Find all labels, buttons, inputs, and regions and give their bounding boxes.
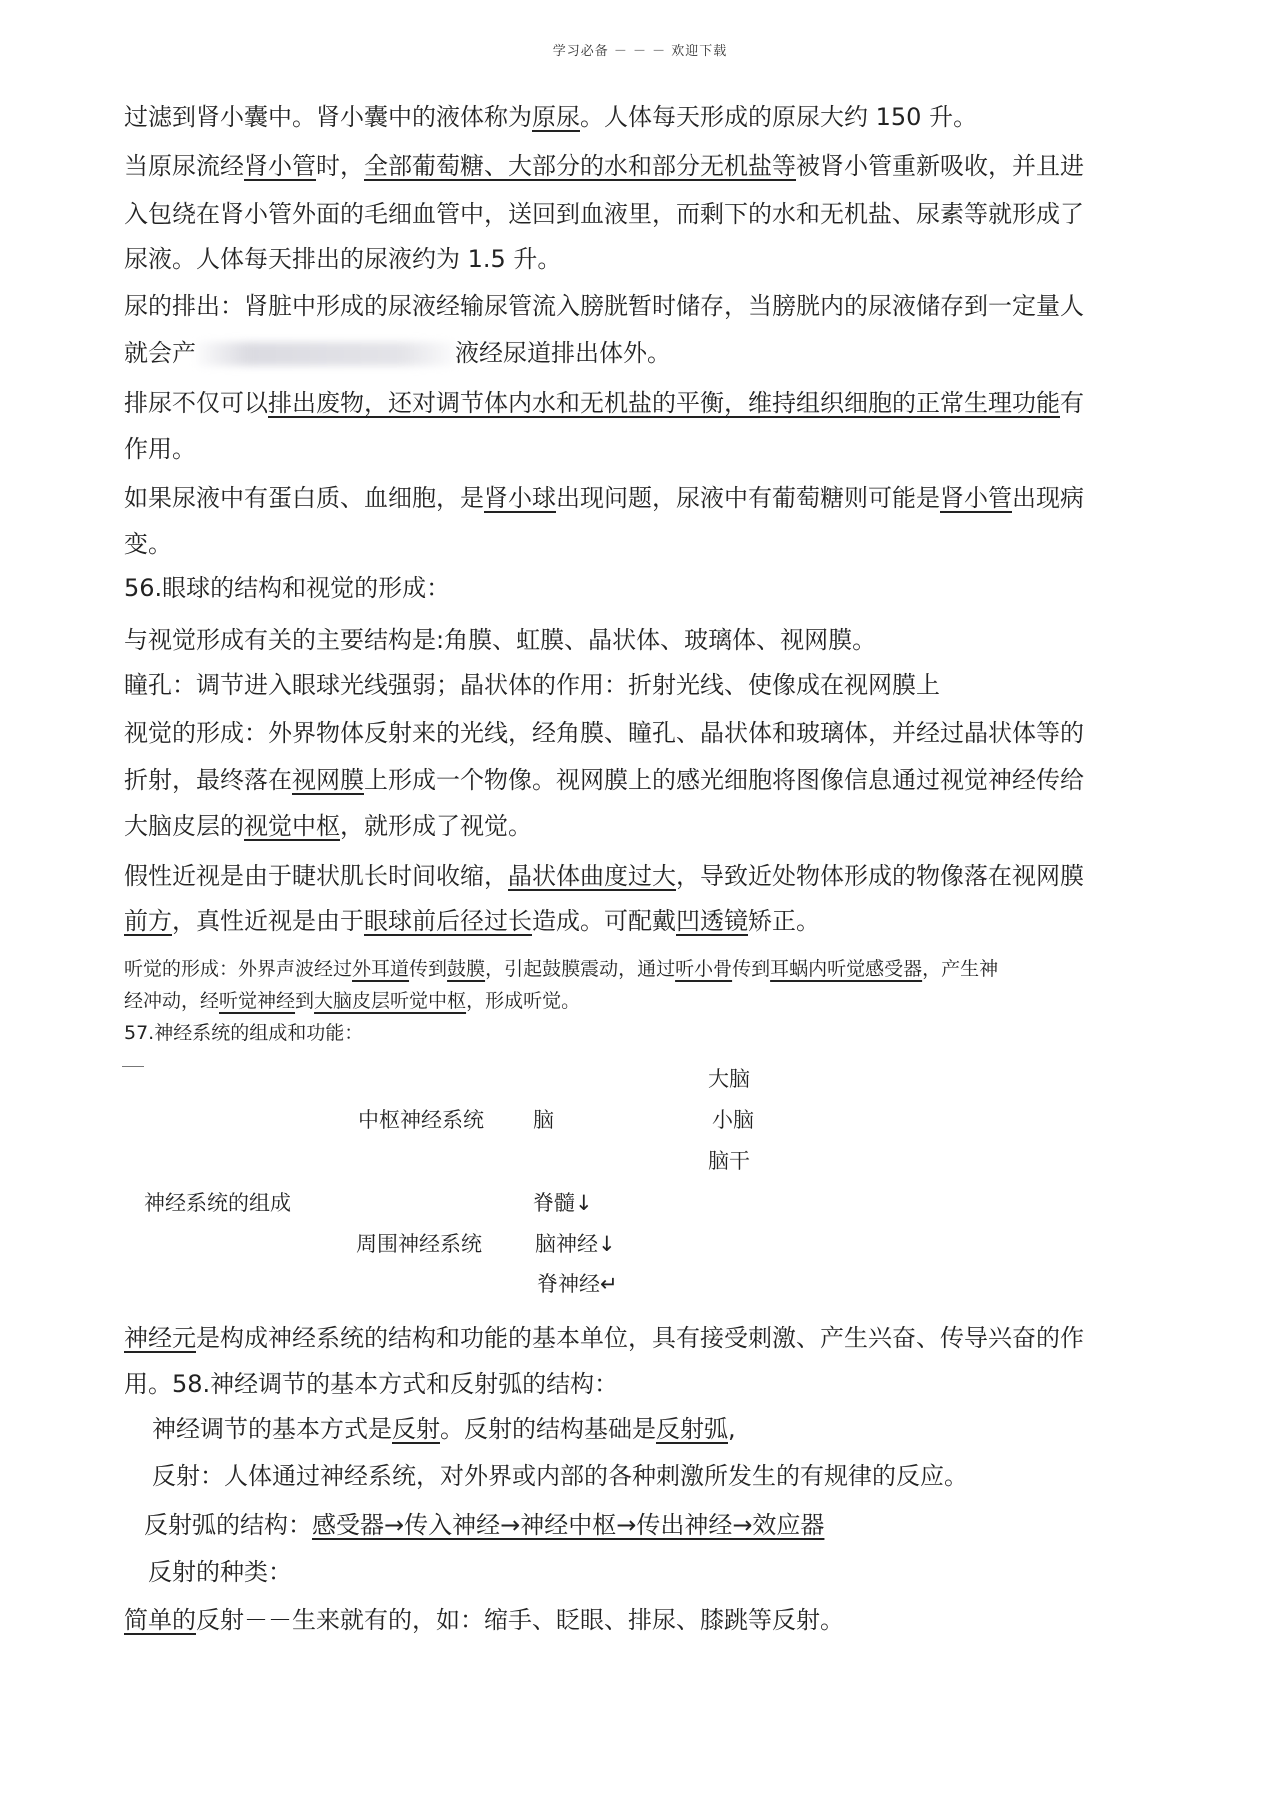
paragraph-line: 假性近视是由于睫状肌长时间收缩，晶状体曲度过大，导致近处物体形成的物像落在视网膜	[124, 862, 1084, 890]
tree-cerebrum: 大脑	[708, 1067, 750, 1091]
paragraph-line: 反射的种类：	[148, 1558, 292, 1586]
paragraph-line: 与视觉形成有关的主要结构是:角膜、虹膜、晶状体、玻璃体、视网膜。	[124, 626, 877, 654]
paragraph-line: 入包绕在肾小管外面的毛细血管中，送回到血液里，而剩下的水和无机盐、尿素等就形成了	[124, 200, 1084, 228]
paragraph-line: 过滤到肾小囊中。肾小囊中的液体称为原尿。人体每天形成的原尿大约 150 升。	[124, 103, 978, 131]
paragraph-line: 经冲动，经听觉神经到大脑皮层听觉中枢，形成听觉。	[124, 990, 581, 1012]
paragraph-line: 简单的反射－－生来就有的，如：缩手、眨眼、排尿、膝跳等反射。	[124, 1606, 844, 1634]
paragraph-line: 反射弧的结构：感受器→传入神经→神经中枢→传出神经→效应器	[144, 1511, 825, 1539]
divider	[122, 1066, 144, 1067]
tree-cranial-nerves: 脑神经↓	[535, 1232, 616, 1256]
redacted-blur	[198, 342, 453, 366]
tree-central-nervous-system: 中枢神经系统	[358, 1108, 484, 1132]
tree-peripheral-nervous-system: 周围神经系统	[356, 1232, 482, 1256]
paragraph-line: 尿的排出：肾脏中形成的尿液经输尿管流入膀胱暂时储存，当膀胱内的尿液储存到一定量人	[124, 292, 1084, 320]
tree-brainstem: 脑干	[708, 1149, 750, 1173]
paragraph-line: 折射，最终落在视网膜上形成一个物像。视网膜上的感光细胞将图像信息通过视觉神经传给	[124, 766, 1084, 794]
section-heading-56: 56.眼球的结构和视觉的形成：	[124, 574, 451, 602]
tree-root: 神经系统的组成	[144, 1191, 291, 1215]
paragraph-line: 作用。	[124, 435, 196, 463]
paragraph-line: 神经调节的基本方式是反射。反射的结构基础是反射弧,	[152, 1415, 736, 1443]
paragraph-line: 尿液。人体每天排出的尿液约为 1.5 升。	[124, 245, 562, 273]
paragraph-line: 变。	[124, 530, 172, 558]
paragraph-line: 用。58.神经调节的基本方式和反射弧的结构：	[124, 1370, 619, 1398]
tree-cerebellum: 小脑	[712, 1108, 754, 1132]
paragraph-line: 视觉的形成：外界物体反射来的光线，经角膜、瞳孔、晶状体和玻璃体，并经过晶状体等的	[124, 719, 1084, 747]
paragraph-line: 如果尿液中有蛋白质、血细胞，是肾小球出现问题，尿液中有葡萄糖则可能是肾小管出现病	[124, 484, 1084, 512]
paragraph-line: 就会产 液经尿道排出体外。	[124, 339, 671, 367]
page-header: 学习必备 － － － 欢迎下载	[552, 44, 728, 59]
paragraph-line: 神经元是构成神经系统的结构和功能的基本单位，具有接受刺激、产生兴奋、传导兴奋的作	[124, 1324, 1084, 1352]
paragraph-line: 反射：人体通过神经系统，对外界或内部的各种刺激所发生的有规律的反应。	[152, 1462, 968, 1490]
tree-spinal-cord: 脊髓↓	[533, 1191, 593, 1215]
tree-spinal-nerves: 脊神经↵	[537, 1272, 618, 1296]
paragraph-line: 排尿不仅可以排出废物，还对调节体内水和无机盐的平衡，维持组织细胞的正常生理功能有	[124, 389, 1084, 417]
paragraph-line: 当原尿流经肾小管时，全部葡萄糖、大部分的水和部分无机盐等被肾小管重新吸收，并且进	[124, 152, 1084, 180]
section-heading-57: 57.神经系统的组成和功能：	[124, 1022, 364, 1044]
paragraph-line: 大脑皮层的视觉中枢，就形成了视觉。	[124, 812, 532, 840]
tree-brain: 脑	[533, 1108, 554, 1132]
paragraph-line: 瞳孔：调节进入眼球光线强弱；晶状体的作用：折射光线、使像成在视网膜上	[124, 671, 940, 699]
paragraph-line: 前方，真性近视是由于眼球前后径过长造成。可配戴凹透镜矫正。	[124, 907, 820, 935]
paragraph-line: 听觉的形成：外界声波经过外耳道传到鼓膜，引起鼓膜震动，通过听小骨传到耳蜗内听觉感受器，产生神	[124, 958, 999, 980]
